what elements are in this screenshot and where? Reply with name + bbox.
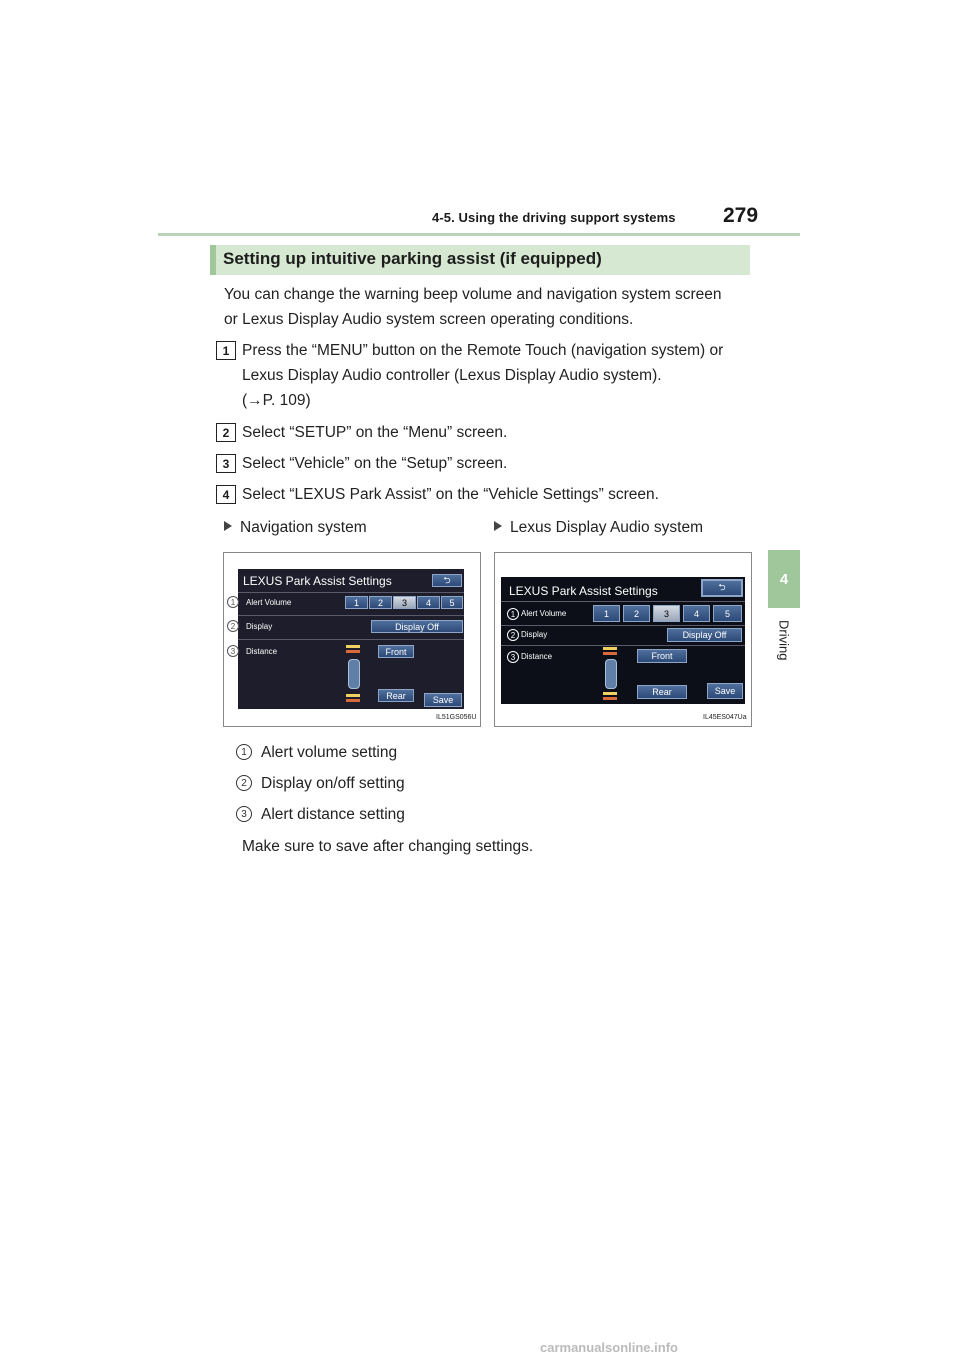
chapter-label: Driving (776, 620, 792, 661)
sensor-indicator (346, 699, 360, 702)
sensor-indicator (346, 645, 360, 648)
caption-text: Navigation system (240, 519, 367, 536)
lexus-display-audio-screenshot (494, 552, 752, 727)
save-button[interactable]: Save (707, 683, 743, 699)
section-title: Setting up intuitive parking assist (if equipped) (223, 249, 602, 268)
volume-button[interactable]: 5 (713, 605, 742, 622)
settings-screen (230, 569, 464, 709)
display-off-button[interactable]: Display Off (667, 628, 742, 642)
caption-lexus-display-audio (494, 519, 703, 537)
row-label: Alert Volume (521, 609, 567, 618)
image-id: IL45ES047Ua (703, 714, 747, 721)
image-id: IL51GS056U (436, 714, 477, 721)
step-text (242, 338, 723, 413)
row-label: Display (521, 630, 548, 639)
key-text: Alert distance setting (261, 806, 405, 823)
volume-button-selected[interactable]: 3 (393, 596, 416, 609)
intro-line: You can change the warning beep volume and navigation system screen (224, 286, 722, 303)
callout-1: 1 (227, 596, 239, 608)
running-header: 4-5. Using the driving support systems (432, 210, 676, 225)
vehicle-icon (605, 659, 617, 689)
back-button[interactable] (432, 574, 462, 587)
volume-button[interactable]: 4 (683, 605, 710, 622)
callout-2: 2 (507, 629, 519, 641)
step-number: 2 (216, 423, 236, 442)
step-line: Select “LEXUS Park Assist” on the “Vehicle Settings” screen. (242, 486, 659, 503)
row-divider (501, 601, 745, 602)
display-off-button[interactable]: Display Off (371, 620, 463, 633)
caption-text: Lexus Display Audio system (510, 519, 703, 536)
sensor-indicator (346, 694, 360, 697)
section-heading-accent (210, 245, 216, 275)
row-divider (238, 592, 464, 593)
row-label: Distance (246, 647, 278, 656)
key-number: 3 (236, 806, 252, 822)
sensor-indicator (603, 697, 617, 700)
step-line: Lexus Display Audio controller (Lexus Display Audio system). (242, 367, 662, 384)
sensor-indicator (603, 652, 617, 655)
chapter-tab: 4 (768, 550, 800, 608)
sensor-indicator (346, 650, 360, 653)
sensor-indicator (603, 692, 617, 695)
navigation-screenshot (223, 552, 481, 727)
step-line: Press the “MENU” button on the Remote Touch (navigation system) or (242, 342, 724, 359)
volume-button[interactable]: 2 (369, 596, 392, 609)
row-label: Alert Volume (246, 598, 292, 607)
back-arrow-icon: ⮌ (443, 574, 451, 585)
front-button[interactable]: Front (637, 649, 687, 663)
vehicle-icon (348, 659, 360, 689)
row-label: Distance (521, 652, 553, 661)
callout-2: 2 (227, 620, 239, 632)
rear-button[interactable]: Rear (637, 685, 687, 699)
settings-screen (501, 577, 745, 704)
site-watermark: carmanualsonline.info (540, 1340, 678, 1355)
intro-paragraph (224, 282, 721, 332)
volume-button[interactable]: 2 (623, 605, 650, 622)
volume-button[interactable]: 1 (593, 605, 620, 622)
save-button[interactable]: Save (424, 693, 462, 707)
volume-button[interactable]: 4 (417, 596, 440, 609)
step-number: 4 (216, 485, 236, 504)
volume-button[interactable]: 5 (441, 596, 463, 609)
callout-3: 3 (507, 651, 519, 663)
intro-line: or Lexus Display Audio system screen operating conditions. (224, 311, 634, 328)
row-label: Display (246, 622, 273, 631)
key-text: Alert volume setting (261, 744, 398, 761)
key-text: Display on/off setting (261, 775, 405, 792)
row-divider (238, 639, 464, 640)
step-line: (→P. 109) (242, 392, 311, 409)
front-button[interactable]: Front (378, 645, 414, 658)
triangle-bullet-icon (224, 521, 232, 531)
step-line: Select “SETUP” on the “Menu” screen. (242, 424, 508, 441)
note-text: Make sure to save after changing settings. (242, 838, 534, 855)
caption-navigation (224, 519, 367, 537)
triangle-bullet-icon (494, 521, 502, 531)
step-number: 3 (216, 454, 236, 473)
back-button[interactable] (701, 579, 743, 597)
volume-button[interactable]: 1 (345, 596, 368, 609)
step-number: 1 (216, 341, 236, 360)
step-line: Select “Vehicle” on the “Setup” screen. (242, 455, 508, 472)
sensor-indicator (603, 647, 617, 650)
key-number: 1 (236, 744, 252, 760)
key-number: 2 (236, 775, 252, 791)
page-number: 279 (723, 204, 759, 227)
volume-button-selected[interactable]: 3 (653, 605, 680, 622)
screen-title: LEXUS Park Assist Settings (243, 574, 392, 588)
row-divider (238, 615, 464, 616)
rear-button[interactable]: Rear (378, 689, 414, 702)
callout-3: 3 (227, 645, 239, 657)
screen-title: LEXUS Park Assist Settings (509, 584, 658, 598)
back-arrow-icon: ⮌ (718, 582, 726, 592)
row-divider (501, 625, 745, 626)
row-divider (501, 645, 745, 646)
header-rule (158, 233, 800, 236)
callout-1: 1 (507, 608, 519, 620)
